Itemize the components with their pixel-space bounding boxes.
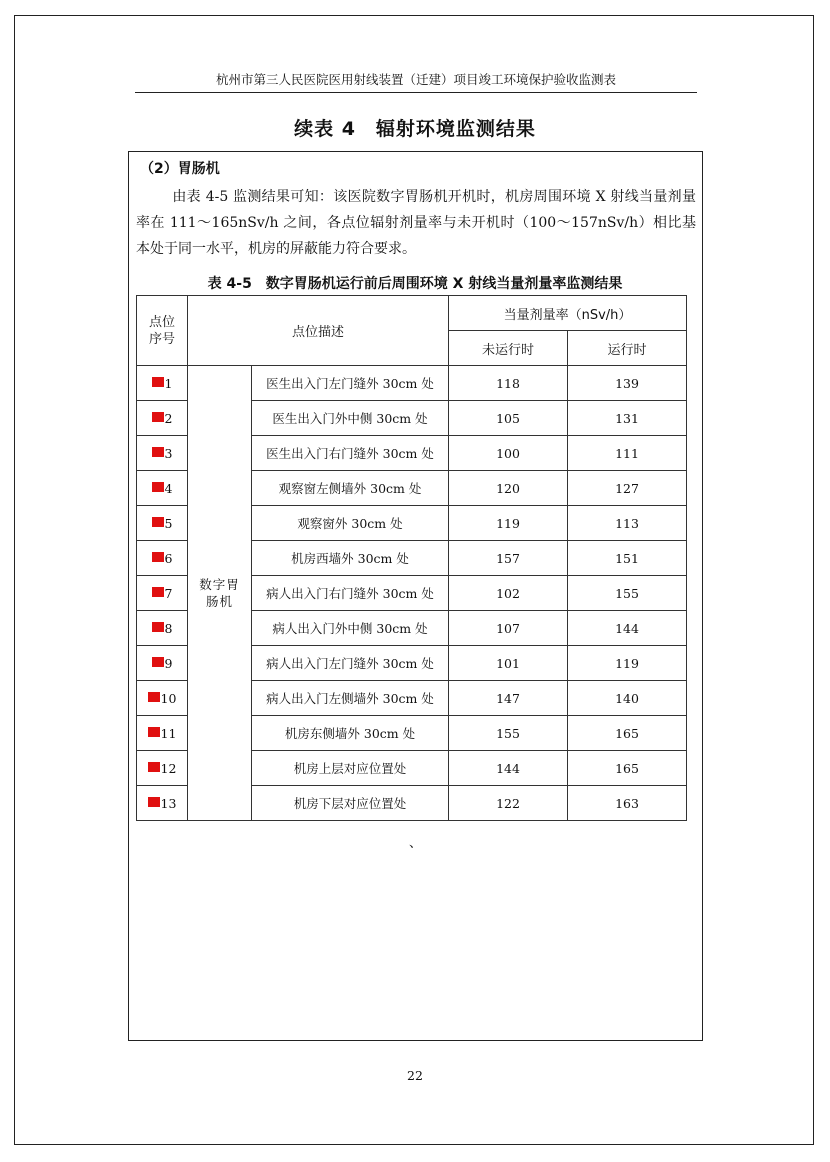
point-no-cell xyxy=(137,786,188,821)
point-no-cell xyxy=(137,506,188,541)
results-table xyxy=(136,295,687,821)
point-description: 机房西墙外 30cm 处 xyxy=(252,541,449,576)
point-no: 9 xyxy=(164,655,173,671)
dose-during: 113 xyxy=(568,506,687,541)
dose-during: 139 xyxy=(568,366,687,401)
point-no: 3 xyxy=(164,445,173,461)
red-marker-icon xyxy=(152,517,164,527)
dose-during: 111 xyxy=(568,436,687,471)
point-no-cell xyxy=(137,681,188,716)
dose-during: 163 xyxy=(568,786,687,821)
dose-before: 105 xyxy=(449,401,568,436)
point-no-cell xyxy=(137,401,188,436)
red-marker-icon xyxy=(152,447,164,457)
table-header-row xyxy=(137,296,687,331)
point-no-cell xyxy=(137,541,188,576)
subheading: （2）胃肠机 xyxy=(140,161,220,177)
section-title: 续表 4 辐射环境监测结果 xyxy=(294,118,536,140)
dose-before: 102 xyxy=(449,576,568,611)
red-marker-icon xyxy=(152,587,164,597)
point-no-cell xyxy=(137,751,188,786)
red-marker-icon xyxy=(148,762,160,772)
stray-mark: 、 xyxy=(409,836,423,851)
point-description: 医生出入门左门缝外 30cm 处 xyxy=(252,366,449,401)
point-description: 观察窗外 30cm 处 xyxy=(252,506,449,541)
point-description: 观察窗左侧墙外 30cm 处 xyxy=(252,471,449,506)
running-header: 杭州市第三人民医院医用射线装置（迁建）项目竣工环境保护验收监测表 xyxy=(135,70,697,93)
dose-during: 155 xyxy=(568,576,687,611)
point-description: 机房上层对应位置处 xyxy=(252,751,449,786)
point-no: 7 xyxy=(164,585,173,601)
point-no: 12 xyxy=(160,760,177,776)
point-description: 医生出入门右门缝外 30cm 处 xyxy=(252,436,449,471)
dose-before: 118 xyxy=(449,366,568,401)
dose-during: 144 xyxy=(568,611,687,646)
point-no-cell xyxy=(137,436,188,471)
paragraph-text: 由表 4-5 监测结果可知：该医院数字胃肠机开机时，机房周围环境 X 射线当量剂量率在 111～165nSv/h 之间，各点位辐射剂量率与未开机时（100～157nSv/h）相比基本处于同一水平，机房的屏蔽能力符合要求。 xyxy=(136,189,696,257)
point-no: 11 xyxy=(160,725,177,741)
body-paragraph xyxy=(136,184,696,262)
table-row xyxy=(137,366,687,401)
point-no: 13 xyxy=(160,795,177,811)
table-body xyxy=(137,366,687,821)
point-no: 6 xyxy=(164,550,173,566)
point-description: 机房下层对应位置处 xyxy=(252,786,449,821)
header-before: 未运行时 xyxy=(449,331,568,366)
point-description: 病人出入门外中侧 30cm 处 xyxy=(252,611,449,646)
point-no-cell xyxy=(137,576,188,611)
header-point-no-line1: 点位 xyxy=(148,314,175,330)
dose-before: 120 xyxy=(449,471,568,506)
red-marker-icon xyxy=(152,552,164,562)
point-no: 5 xyxy=(164,515,173,531)
dose-before: 100 xyxy=(449,436,568,471)
dose-before: 147 xyxy=(449,681,568,716)
point-description: 机房东侧墙外 30cm 处 xyxy=(252,716,449,751)
dose-during: 151 xyxy=(568,541,687,576)
point-no: 4 xyxy=(164,480,173,496)
red-marker-icon xyxy=(148,797,160,807)
page-number: 22 xyxy=(407,1068,423,1083)
point-no: 2 xyxy=(164,410,173,426)
red-marker-icon xyxy=(152,622,164,632)
point-description: 病人出入门左侧墙外 30cm 处 xyxy=(252,681,449,716)
point-no-cell xyxy=(137,611,188,646)
dose-before: 119 xyxy=(449,506,568,541)
equipment-group-label: 数字胃 肠机 xyxy=(199,577,240,609)
point-no-cell xyxy=(137,646,188,681)
dose-before: 144 xyxy=(449,751,568,786)
red-marker-icon xyxy=(148,692,160,702)
point-no-cell xyxy=(137,471,188,506)
header-description: 点位描述 xyxy=(188,296,449,366)
point-no-cell xyxy=(137,716,188,751)
dose-before: 101 xyxy=(449,646,568,681)
red-marker-icon xyxy=(152,482,164,492)
red-marker-icon xyxy=(152,657,164,667)
point-description: 病人出入门左门缝外 30cm 处 xyxy=(252,646,449,681)
table-caption: 表 4-5 数字胃肠机运行前后周围环境 X 射线当量剂量率监测结果 xyxy=(207,276,623,292)
header-during: 运行时 xyxy=(568,331,687,366)
red-marker-icon xyxy=(152,412,164,422)
point-description: 医生出入门外中侧 30cm 处 xyxy=(252,401,449,436)
header-point-no-line2: 序号 xyxy=(148,331,175,347)
dose-during: 127 xyxy=(568,471,687,506)
dose-before: 107 xyxy=(449,611,568,646)
red-marker-icon xyxy=(148,727,160,737)
point-no: 1 xyxy=(164,375,173,391)
dose-during: 140 xyxy=(568,681,687,716)
header-point-no xyxy=(137,296,188,366)
dose-during: 119 xyxy=(568,646,687,681)
header-dose-rate: 当量剂量率（nSv/h） xyxy=(449,296,687,331)
dose-during: 131 xyxy=(568,401,687,436)
dose-before: 157 xyxy=(449,541,568,576)
point-no-cell xyxy=(137,366,188,401)
red-marker-icon xyxy=(152,377,164,387)
dose-during: 165 xyxy=(568,716,687,751)
point-no: 10 xyxy=(160,690,177,706)
dose-before: 122 xyxy=(449,786,568,821)
point-description: 病人出入门右门缝外 30cm 处 xyxy=(252,576,449,611)
equipment-group-cell xyxy=(188,366,252,821)
dose-during: 165 xyxy=(568,751,687,786)
dose-before: 155 xyxy=(449,716,568,751)
point-no: 8 xyxy=(164,620,173,636)
